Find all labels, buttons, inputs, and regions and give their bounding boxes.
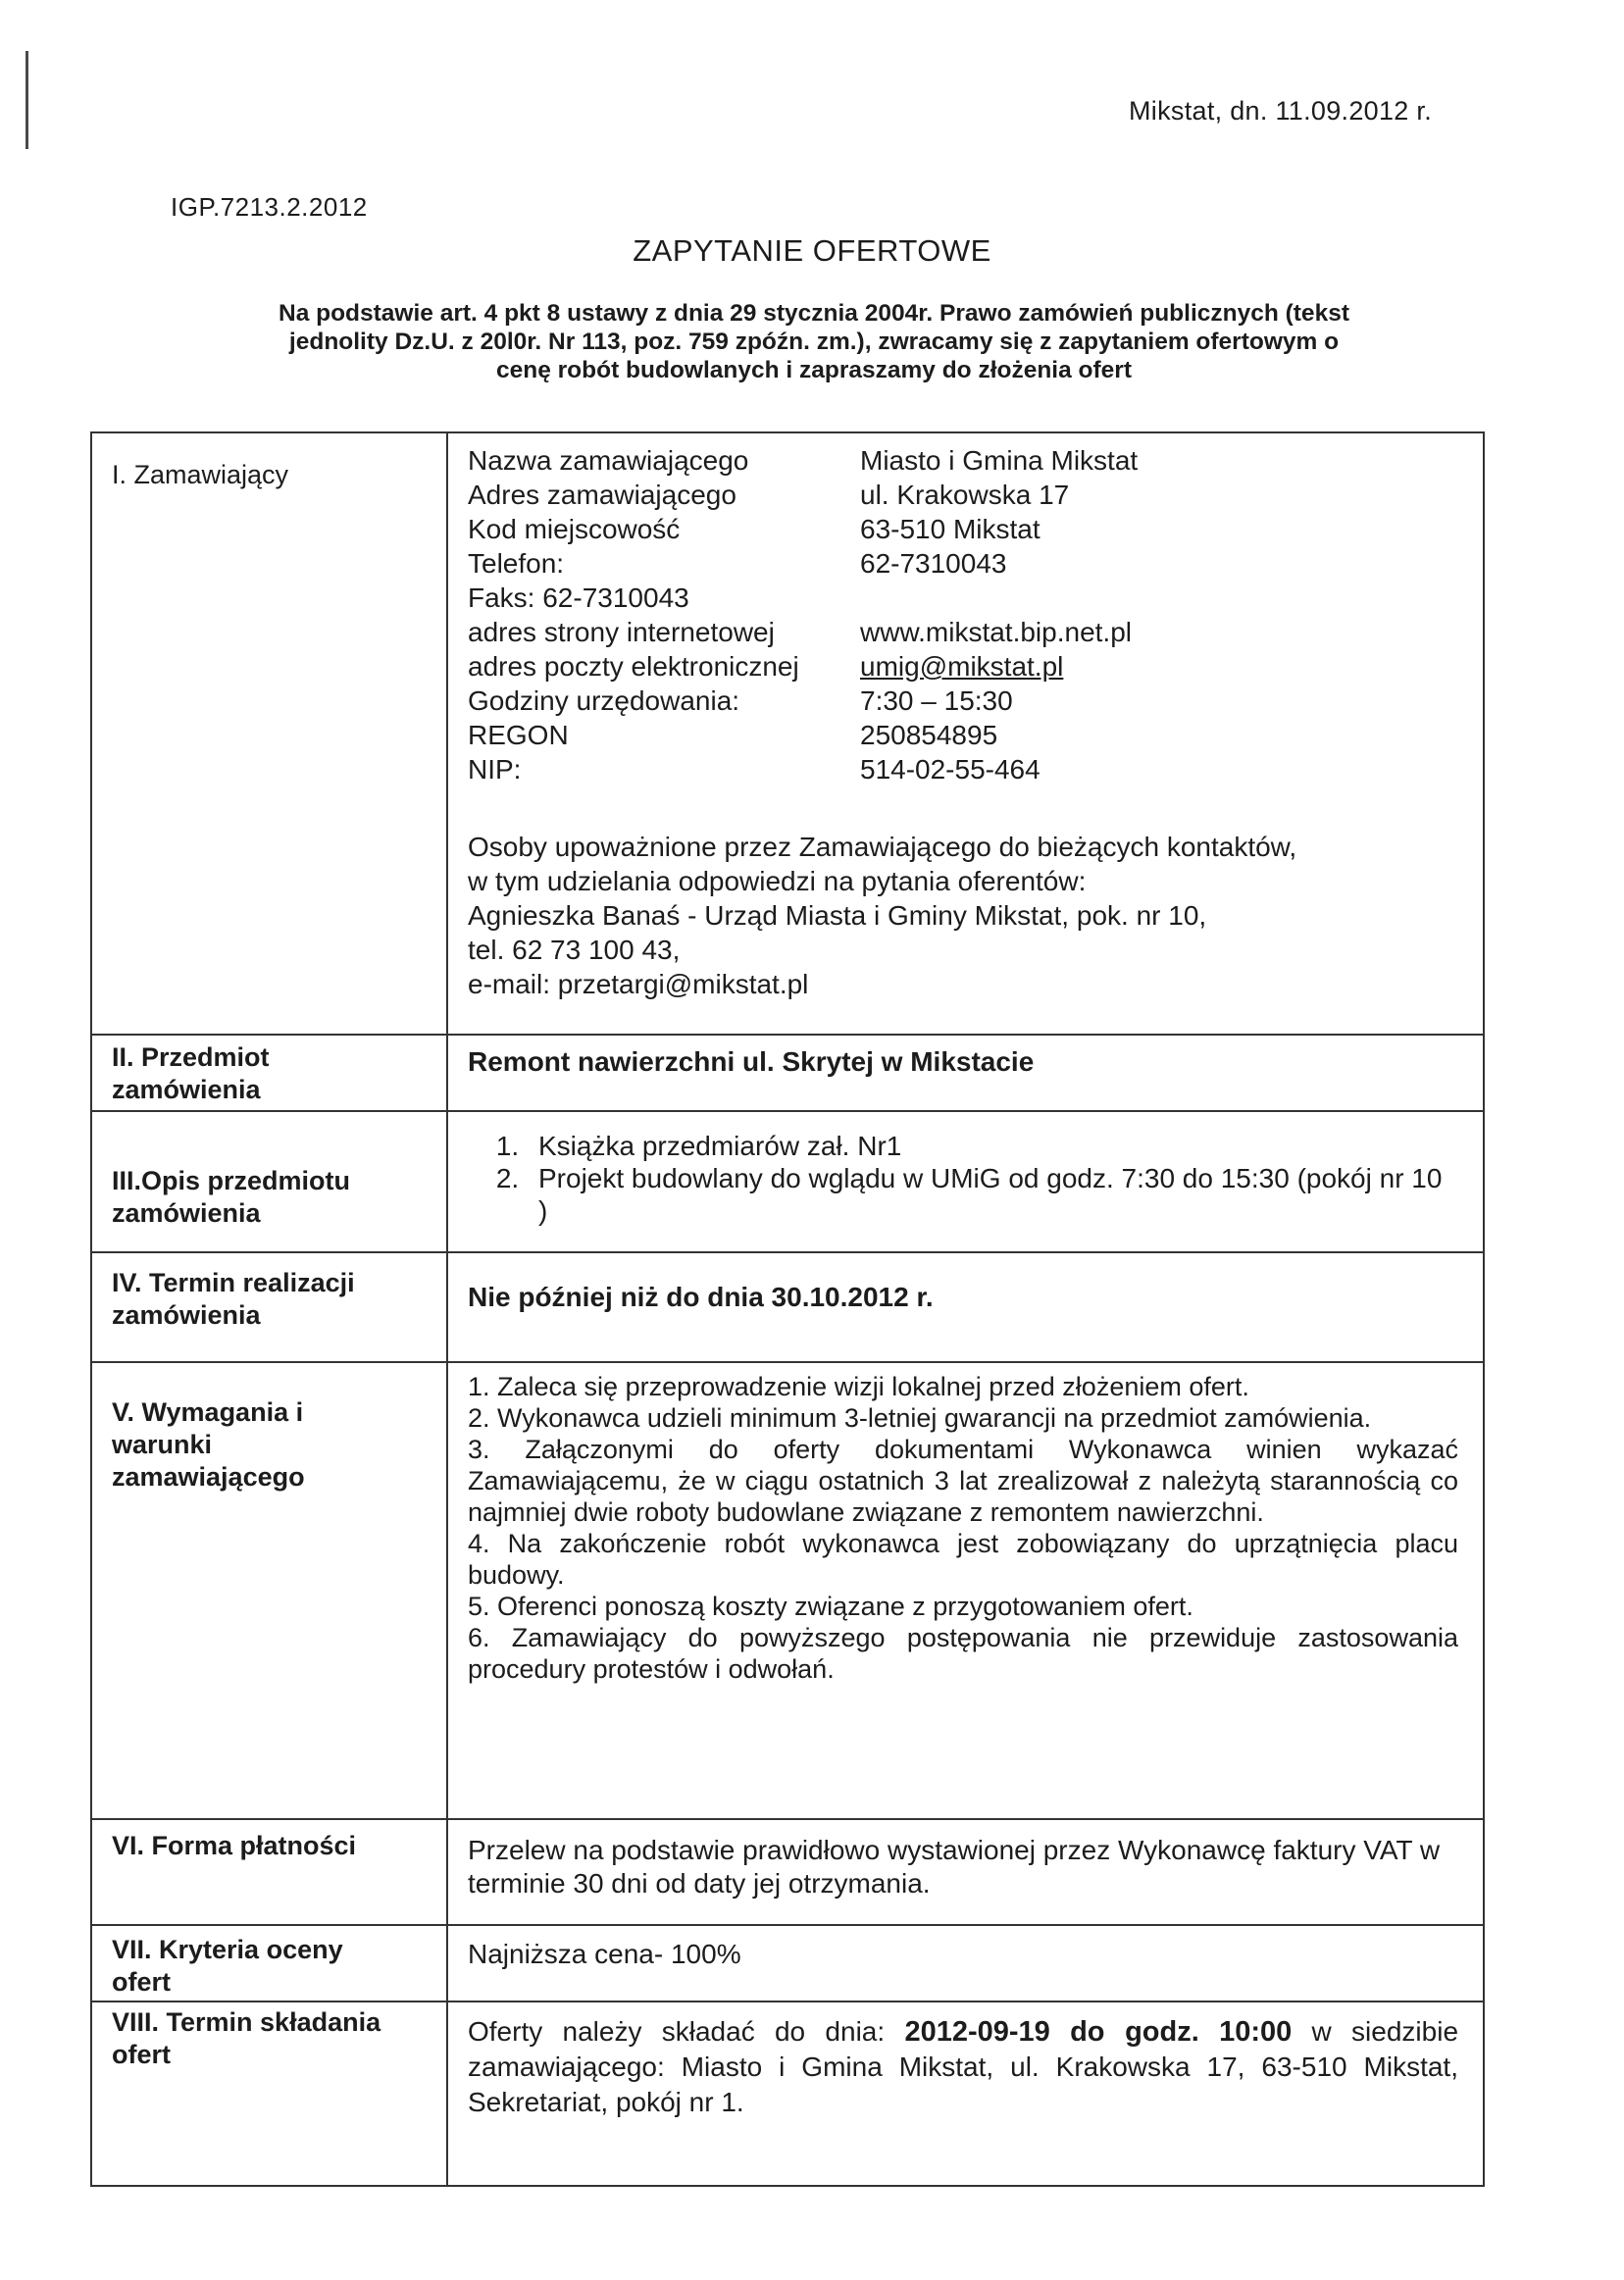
section-label-kryteria: VII. Kryteria oceny ofert	[112, 1935, 343, 1997]
row-divider	[92, 1251, 1483, 1253]
contact-line: Agnieszka Banaś - Urząd Miasta i Gminy Mikstat, pok. nr 10,	[468, 900, 1207, 931]
detail-value: Miasto i Gmina Mikstat	[860, 445, 1139, 476]
detail-row	[468, 581, 1458, 615]
contact-line: Osoby upoważnione przez Zamawiającego do bieżących kontaktów,	[468, 832, 1297, 862]
detail-row	[468, 512, 1458, 546]
zamawiajacy-details	[468, 443, 1458, 786]
detail-value	[860, 581, 1458, 615]
detail-key: adres poczty elektronicznej	[468, 651, 799, 682]
intro-line: Na podstawie art. 4 pkt 8 ustawy z dnia 29 stycznia 2004r. Prawo zamówień publicznych (tekst	[279, 300, 1349, 327]
detail-value: 514-02-55-464	[860, 754, 1040, 785]
detail-key: Faks: 62-7310043	[468, 583, 689, 613]
intro-line: cenę robót budowlanych i zapraszamy do złożenia ofert	[495, 357, 1132, 383]
deadline-prefix: Oferty należy składać do dnia:	[468, 2016, 886, 2047]
kryteria-value: Najniższa cena- 100%	[468, 1939, 741, 1969]
detail-value: 62-7310043	[860, 548, 1007, 579]
contact-line: e-mail: przetargi@mikstat.pl	[468, 969, 809, 999]
intro-line: jednolity Dz.U. z 20l0r. Nr 113, poz. 759 zpóźn. zm.), zwracamy się z zapytaniem ofertowym o	[288, 329, 1340, 355]
detail-key: Nazwa zamawiającego	[468, 445, 749, 476]
detail-value: 63-510 Mikstat	[860, 514, 1040, 544]
detail-key: Adres zamawiającego	[468, 480, 736, 510]
detail-value: 250854895	[860, 720, 998, 750]
contact-line: w tym udzielania odpowiedzi na pytania oferentów:	[468, 866, 1087, 896]
termin-skladania-value	[468, 2014, 1458, 2120]
opis-list	[468, 1130, 1458, 1227]
termin-realizacji-value: Nie później niż do dnia 30.10.2012 r.	[468, 1282, 934, 1312]
document-title: ZAPYTANIE OFERTOWE	[633, 233, 991, 268]
opis-item: 2. Projekt budowlany do wglądu w UMiG od godz. 7:30 do 15:30 (pokój nr 10 )	[527, 1162, 1458, 1227]
email-link[interactable]: umig@mikstat.pl	[860, 651, 1064, 682]
wymaganie-item: 1. Zaleca się przeprowadzenie wizji lokalnej przed złożeniem ofert.	[468, 1372, 1249, 1401]
wymaganie-item: 2. Wykonawca udzieli minimum 3-letniej gwarancji na przedmiot zamówienia.	[468, 1403, 1372, 1433]
detail-key: REGON	[468, 720, 569, 750]
wymaganie-item: 5. Oferenci ponoszą koszty związane z przygotowaniem ofert.	[468, 1592, 1193, 1621]
detail-value: ul. Krakowska 17	[860, 480, 1070, 510]
detail-row	[468, 443, 1458, 478]
detail-value: www.mikstat.bip.net.pl	[860, 617, 1132, 647]
detail-row	[468, 615, 1458, 649]
wymaganie-item: 3. Załączonymi do oferty dokumentami Wykonawca winien wykazać Zamawiającemu, że w ciągu ostatnich 3 lat zrealizował z należytą starannością co najmniej dwie roboty budowlane związane z remontem nawierzchni.	[468, 1435, 1458, 1527]
detail-row	[468, 684, 1458, 718]
section-label-termin-realizacji: IV. Termin realizacji zamówienia	[112, 1268, 355, 1330]
wymaganie-item: 6. Zamawiający do powyższego postępowania nie przewiduje zastosowania procedury protestów i odwołań.	[468, 1623, 1458, 1684]
detail-row	[468, 546, 1458, 581]
detail-value: 7:30 – 15:30	[860, 685, 1013, 716]
section-label-zamawiajacy: I. Zamawiający	[112, 460, 289, 489]
intro-paragraph	[177, 299, 1451, 384]
scan-margin-mark	[25, 51, 28, 149]
deadline-time: 10:00	[1219, 2016, 1293, 2048]
detail-key: Kod miejscowość	[468, 514, 681, 544]
place-date: Mikstat, dn. 11.09.2012 r.	[1129, 96, 1432, 126]
section-label-wymagania: V. Wymagania i warunki zamawiającego	[112, 1397, 305, 1492]
row-divider	[92, 2001, 1483, 2002]
platnosc-value: Przelew na podstawie prawidłowo wystawionej przez Wykonawcę faktury VAT w terminie 30 dni od daty jej otrzymania.	[468, 1835, 1441, 1899]
detail-key: adres strony internetowej	[468, 617, 775, 647]
opis-item: 1. Książka przedmiarów zał. Nr1	[527, 1130, 1458, 1162]
wymaganie-item: 4. Na zakończenie robót wykonawca jest zobowiązany do uprzątnięcia placu budowy.	[468, 1529, 1458, 1590]
detail-key: NIP:	[468, 754, 522, 785]
wymagania-list	[468, 1371, 1458, 1685]
row-divider	[92, 1361, 1483, 1363]
detail-key: Telefon:	[468, 548, 565, 579]
section-label-przedmiot: II. Przedmiot zamówienia	[112, 1042, 270, 1104]
column-divider	[446, 433, 448, 2185]
inquiry-table	[90, 431, 1485, 2187]
reference-number: IGP.7213.2.2012	[171, 192, 368, 222]
row-divider	[92, 1110, 1483, 1112]
section-label-platnosc: VI. Forma płatności	[112, 1831, 357, 1860]
detail-row	[468, 752, 1458, 786]
authorized-contacts	[468, 830, 1458, 1001]
deadline-mid: do godz.	[1070, 2016, 1199, 2048]
deadline-suffix: w siedzibie zamawiającego: Miasto i Gmina Mikstat, ul. Krakowska 17, 63-510 Mikstat, Sekretariat, pokój nr 1.	[468, 2016, 1459, 2117]
detail-row	[468, 478, 1458, 512]
row-divider	[92, 1034, 1483, 1036]
detail-row	[468, 718, 1458, 752]
deadline-date: 2012-09-19	[904, 2016, 1050, 2048]
row-divider	[92, 1818, 1483, 1820]
contact-line: tel. 62 73 100 43,	[468, 935, 681, 965]
row-divider	[92, 1924, 1483, 1926]
section-label-termin-skladania: VIII. Termin składania ofert	[112, 2007, 381, 2069]
detail-key: Godziny urzędowania:	[468, 685, 740, 716]
przedmiot-value: Remont nawierzchni ul. Skrytej w Mikstacie	[468, 1046, 1035, 1077]
detail-row	[468, 649, 1458, 684]
section-label-opis: III.Opis przedmiotu zamówienia	[112, 1166, 351, 1228]
